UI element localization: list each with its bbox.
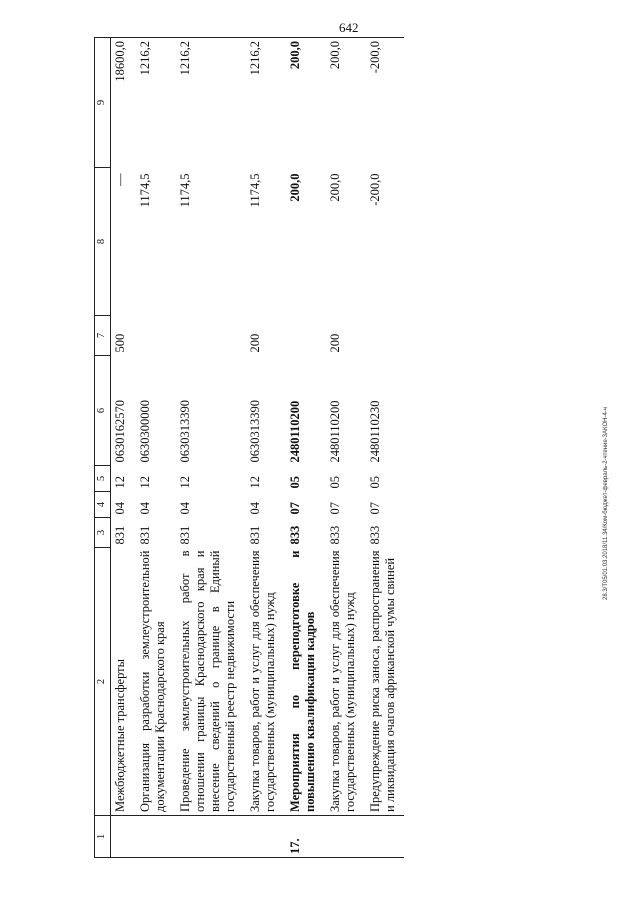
header-cell: 1 — [95, 816, 111, 858]
row-number — [111, 816, 135, 858]
rotated-page-content — [94, 38, 592, 858]
row-name: Организация разработки землеустроительной документации Краснодарского края — [138, 550, 167, 812]
cell-c8: -200,0 — [368, 173, 382, 206]
cell-c6: 0630300000 — [138, 400, 152, 463]
cell-c3: 831 — [113, 525, 127, 545]
table-row — [284, 38, 324, 858]
cell-c8: 200,0 — [288, 173, 302, 202]
cell-c5: 12 — [178, 476, 192, 489]
budget-table — [94, 37, 404, 858]
cell-c7: 200 — [328, 333, 342, 353]
cell-c3: 831 — [178, 525, 192, 545]
cell-c6: 0630313390 — [178, 400, 192, 463]
cell-c4: 07 — [368, 502, 382, 515]
cell-c3: 831 — [138, 525, 152, 545]
cell-c9: 1216,2 — [134, 38, 174, 168]
cell-c4: 04 — [113, 502, 127, 515]
cell-c8: 1174,5 — [248, 173, 262, 208]
cell-c9: -200,0 — [364, 38, 404, 168]
cell-c7: 500 — [113, 333, 127, 353]
row-number — [134, 816, 174, 858]
cell-c9: 200,0 — [284, 38, 324, 168]
cell-c5: 12 — [113, 476, 127, 489]
row-number — [174, 816, 244, 858]
header-cell: 2 — [95, 548, 111, 816]
document-footer-code: 28.3/Т05/01.03.2018/11.34/Ком-бюджет-февраль-2-чтение-3АКОН-4-ч — [603, 407, 609, 600]
row-name: Закупка товаров, работ и услуг для обеспечения государственных (муниципальных) нужд — [248, 550, 277, 812]
cell-c4: 04 — [138, 502, 152, 515]
header-cell: 7 — [95, 316, 111, 356]
cell-c9: 18600,0 — [111, 38, 135, 168]
cell-c8: 200,0 — [328, 173, 342, 202]
header-cell: 3 — [95, 518, 111, 548]
cell-c5: 12 — [248, 476, 262, 489]
cell-c4: 07 — [328, 502, 342, 515]
cell-c6: 2480110200 — [288, 400, 302, 463]
cell-c8: 1174,5 — [178, 173, 192, 208]
cell-c8: 1174,5 — [138, 173, 152, 208]
row-name: Межбюджетные трансферты — [113, 658, 127, 812]
cell-c6: 2480110200 — [328, 400, 342, 463]
cell-c7 — [174, 316, 244, 356]
cell-c7: 200 — [248, 333, 262, 353]
cell-c6: 2480110230 — [368, 400, 382, 463]
row-name: Проведение землеустроительных работ в отношении границы Краснодарского края и внесение сведений о границе в Единый государственный реестр недвижимости — [178, 550, 237, 812]
cell-c3: 833 — [368, 525, 382, 545]
table-row — [324, 38, 364, 858]
header-cell: 4 — [95, 492, 111, 518]
table-row — [244, 38, 284, 858]
row-name: Предупреждение риска заноса, распространения и ликвидация очагов африканской чумы свиней — [368, 550, 397, 812]
cell-c4: 07 — [288, 502, 302, 515]
row-number — [324, 816, 364, 858]
table-row — [174, 38, 244, 858]
cell-c7 — [284, 316, 324, 356]
cell-c5: 05 — [288, 476, 302, 489]
cell-c4: 04 — [178, 502, 192, 515]
cell-c5: 05 — [368, 476, 382, 489]
table-row — [364, 38, 404, 858]
table-row — [134, 38, 174, 858]
row-number — [364, 816, 404, 858]
cell-c7 — [134, 316, 174, 356]
row-number — [244, 816, 284, 858]
header-cell: 8 — [95, 168, 111, 316]
cell-c5: 05 — [328, 476, 342, 489]
header-cell: 6 — [95, 356, 111, 466]
cell-c3: 833 — [288, 525, 302, 545]
page-number: 642 — [339, 20, 359, 35]
row-name: Мероприятия по переподготовке и повышению квалификации кадров — [288, 550, 317, 812]
cell-c8: — — [113, 173, 127, 186]
cell-c3: 833 — [328, 525, 342, 545]
cell-c3: 831 — [248, 525, 262, 545]
cell-c9: 200,0 — [324, 38, 364, 168]
table-row — [111, 38, 135, 858]
cell-c9: 1216,2 — [244, 38, 284, 168]
header-cell: 5 — [95, 466, 111, 492]
cell-c6: 0630162570 — [113, 400, 127, 463]
header-cell: 9 — [95, 38, 111, 168]
cell-c6: 0630313390 — [248, 400, 262, 463]
cell-c9: 1216,2 — [174, 38, 244, 168]
cell-c7 — [364, 316, 404, 356]
table-header-row — [95, 38, 111, 858]
row-number: 17. — [284, 816, 324, 858]
cell-c4: 04 — [248, 502, 262, 515]
row-name: Закупка товаров, работ и услуг для обеспечения государственных (муниципальных) нужд — [328, 550, 357, 812]
cell-c5: 12 — [138, 476, 152, 489]
